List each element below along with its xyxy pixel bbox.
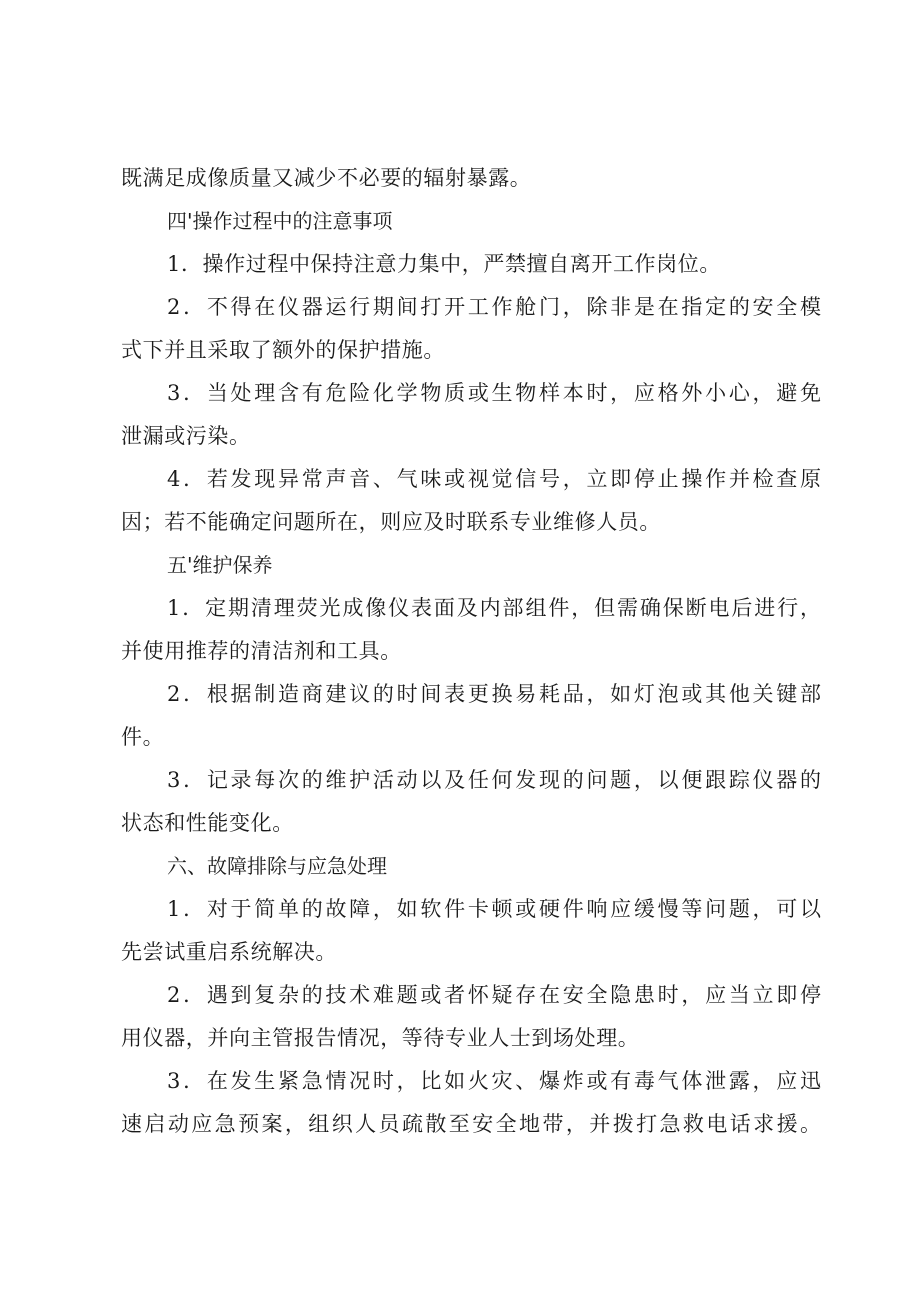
paragraph-line: 1．对于简单的故障，如软件卡顿或硬件响应缓慢等问题，可以 [167,897,821,921]
paragraph-line: 2．不得在仪器运行期间打开工作舱门，除非是在指定的安全模 [167,295,821,319]
paragraph-line: 1．定期清理荧光成像仪表面及内部组件，但需确保断电后进行， [167,596,821,620]
paragraph-line: 既满足成像质量又减少不必要的辐射暴露。 [121,166,532,190]
document-page [121,157,821,1146]
paragraph-line: 4．若发现异常声音、气味或视觉信号，立即停止操作并检查原 [167,467,821,491]
paragraph-line: 2．遇到复杂的技术难题或者怀疑存在安全隐患时，应当立即停 [167,983,821,1007]
paragraph-line: 因；若不能确定问题所在，则应及时联系专业维修人员。 [121,510,661,534]
paragraph-line: 式下并且采取了额外的保护措施。 [121,338,445,362]
paragraph-line: 2．根据制造商建议的时间表更换易耗品，如灯泡或其他关键部 [167,682,821,706]
section-heading-5: 五'维护保养 [167,553,273,577]
paragraph-line: 泄漏或污染。 [121,424,251,448]
paragraph-line: 状态和性能变化。 [121,811,294,835]
paragraph-line: 3．记录每次的维护活动以及任何发现的问题，以便跟踪仪器的 [167,768,821,792]
paragraph-line: 先尝试重启系统解决。 [121,940,337,964]
section-heading-6: 六、故障排除与应急处理 [167,854,387,878]
paragraph-line: 3．当处理含有危险化学物质或生物样本时，应格外小心，避免 [167,381,821,405]
paragraph-line: 并使用推荐的清洁剂和工具。 [121,639,402,663]
section-heading-4: 四'操作过程中的注意事项 [167,209,393,233]
paragraph-line: 件。 [121,725,165,749]
paragraph-line: 3．在发生紧急情况时，比如火灾、爆炸或有毒气体泄露，应迅 [167,1069,821,1093]
paragraph-line: 用仪器，并向主管报告情况，等待专业人士到场处理。 [121,1026,640,1050]
paragraph-line: 速启动应急预案，组织人员疏散至安全地带，并拨打急救电话求援。 [121,1112,821,1136]
paragraph-line: 1．操作过程中保持注意力集中，严禁擅自离开工作岗位。 [167,252,721,276]
